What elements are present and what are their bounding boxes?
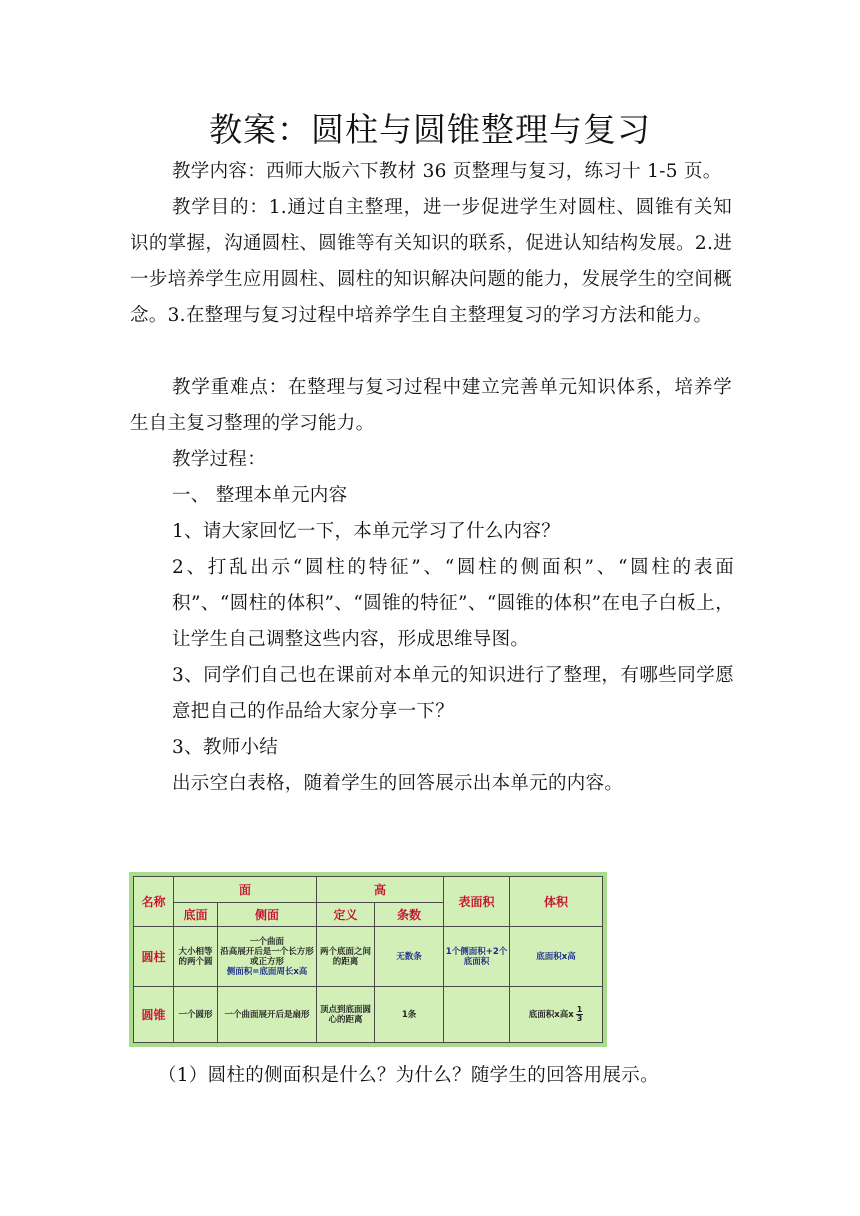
step-1: 1、请大家回忆一下，本单元学习了什么内容？ [172, 521, 561, 542]
row-label-cone: 圆锥 [134, 987, 174, 1043]
header-volume: 体积 [510, 877, 603, 927]
cylinder-height-count: 无数条 [375, 927, 444, 987]
cone-height-count: 1条 [375, 987, 444, 1043]
cylinder-side-line1: 一个曲面 [250, 936, 285, 947]
cylinder-base: 大小相等的两个圆 [174, 927, 218, 987]
process-label: 教学过程： [172, 449, 267, 470]
cylinder-height-definition: 两个底面之间的距离 [317, 927, 375, 987]
table-row-cone [134, 987, 603, 1043]
cone-surface-area [444, 987, 510, 1043]
step-teacher-summary: 3、教师小结 [172, 737, 279, 758]
fraction-numerator: 1 [576, 1005, 583, 1014]
header-base: 底面 [174, 903, 218, 927]
document-title: 教案：圆柱与圆锥整理与复习 [209, 110, 651, 149]
section-heading: 一、 整理本单元内容 [172, 485, 348, 506]
teaching-key-points: 教学重难点：在整理与复习过程中建立完善单元知识体系，培养学生自主复习整理的学习能力。 [130, 377, 732, 434]
header-name: 名称 [134, 877, 174, 927]
fraction-denominator: 3 [576, 1014, 583, 1023]
cylinder-volume: 底面积x高 [510, 927, 603, 987]
header-height: 高 [317, 877, 444, 903]
knowledge-table-image [129, 872, 607, 1047]
cone-volume-formula: 底面积x高x [528, 1010, 574, 1020]
table-row-cylinder [134, 927, 603, 987]
teaching-objectives: 教学目的：1.通过自主整理，进一步促进学生对圆柱、圆锥有关知识的掌握，沟通圆柱、圆锥等有关知识的联系，促进认知结构发展。2.进一步培养学生应用圆柱、圆柱的知识解决问题的能力，发展学生的空间概念。3.在整理与复习过程中培养学生自主整理复习的学习方法和能力。 [130, 197, 732, 326]
knowledge-table [133, 876, 603, 1043]
step-2: 2、打乱出示“圆柱的特征”、“圆柱的侧面积”、“圆柱的表面积”、“圆柱的体积”、“圆锥的特征”、“圆锥的体积”在电子白板上，让学生自己调整这些内容，形成思维导图。 [172, 557, 734, 650]
fraction-one-third [576, 1006, 584, 1023]
cylinder-side [218, 927, 317, 987]
cone-volume [510, 987, 603, 1043]
cone-height-definition: 顶点到底面圆心的距离 [317, 987, 375, 1043]
question-1: （1）圆柱的侧面积是什么？为什么？随学生的回答用展示。 [158, 1065, 659, 1086]
header-count: 条数 [375, 903, 444, 927]
cone-base: 一个圆形 [174, 987, 218, 1043]
header-side: 侧面 [218, 903, 317, 927]
row-label-cylinder: 圆柱 [134, 927, 174, 987]
header-definition: 定义 [317, 903, 375, 927]
show-table-text: 出示空白表格，随着学生的回答展示出本单元的内容。 [172, 773, 624, 794]
step-3: 3、同学们自己也在课前对本单元的知识进行了整理，有哪些同学愿意把自己的作品给大家分享一下？ [172, 665, 734, 722]
header-surface-area: 表面积 [444, 877, 510, 927]
cone-side: 一个曲面展开后是扇形 [218, 987, 317, 1043]
cylinder-side-formula: 侧面积=底面周长x高 [226, 966, 308, 977]
cylinder-side-line2: 沿高展开后是一个长方形或正方形 [220, 946, 314, 967]
teaching-content: 教学内容：西师大版六下教材 36 页整理与复习，练习十 1-5 页。 [172, 161, 722, 182]
cylinder-surface-area: 1个侧面积+2个底面积 [444, 927, 510, 987]
header-face: 面 [174, 877, 317, 903]
